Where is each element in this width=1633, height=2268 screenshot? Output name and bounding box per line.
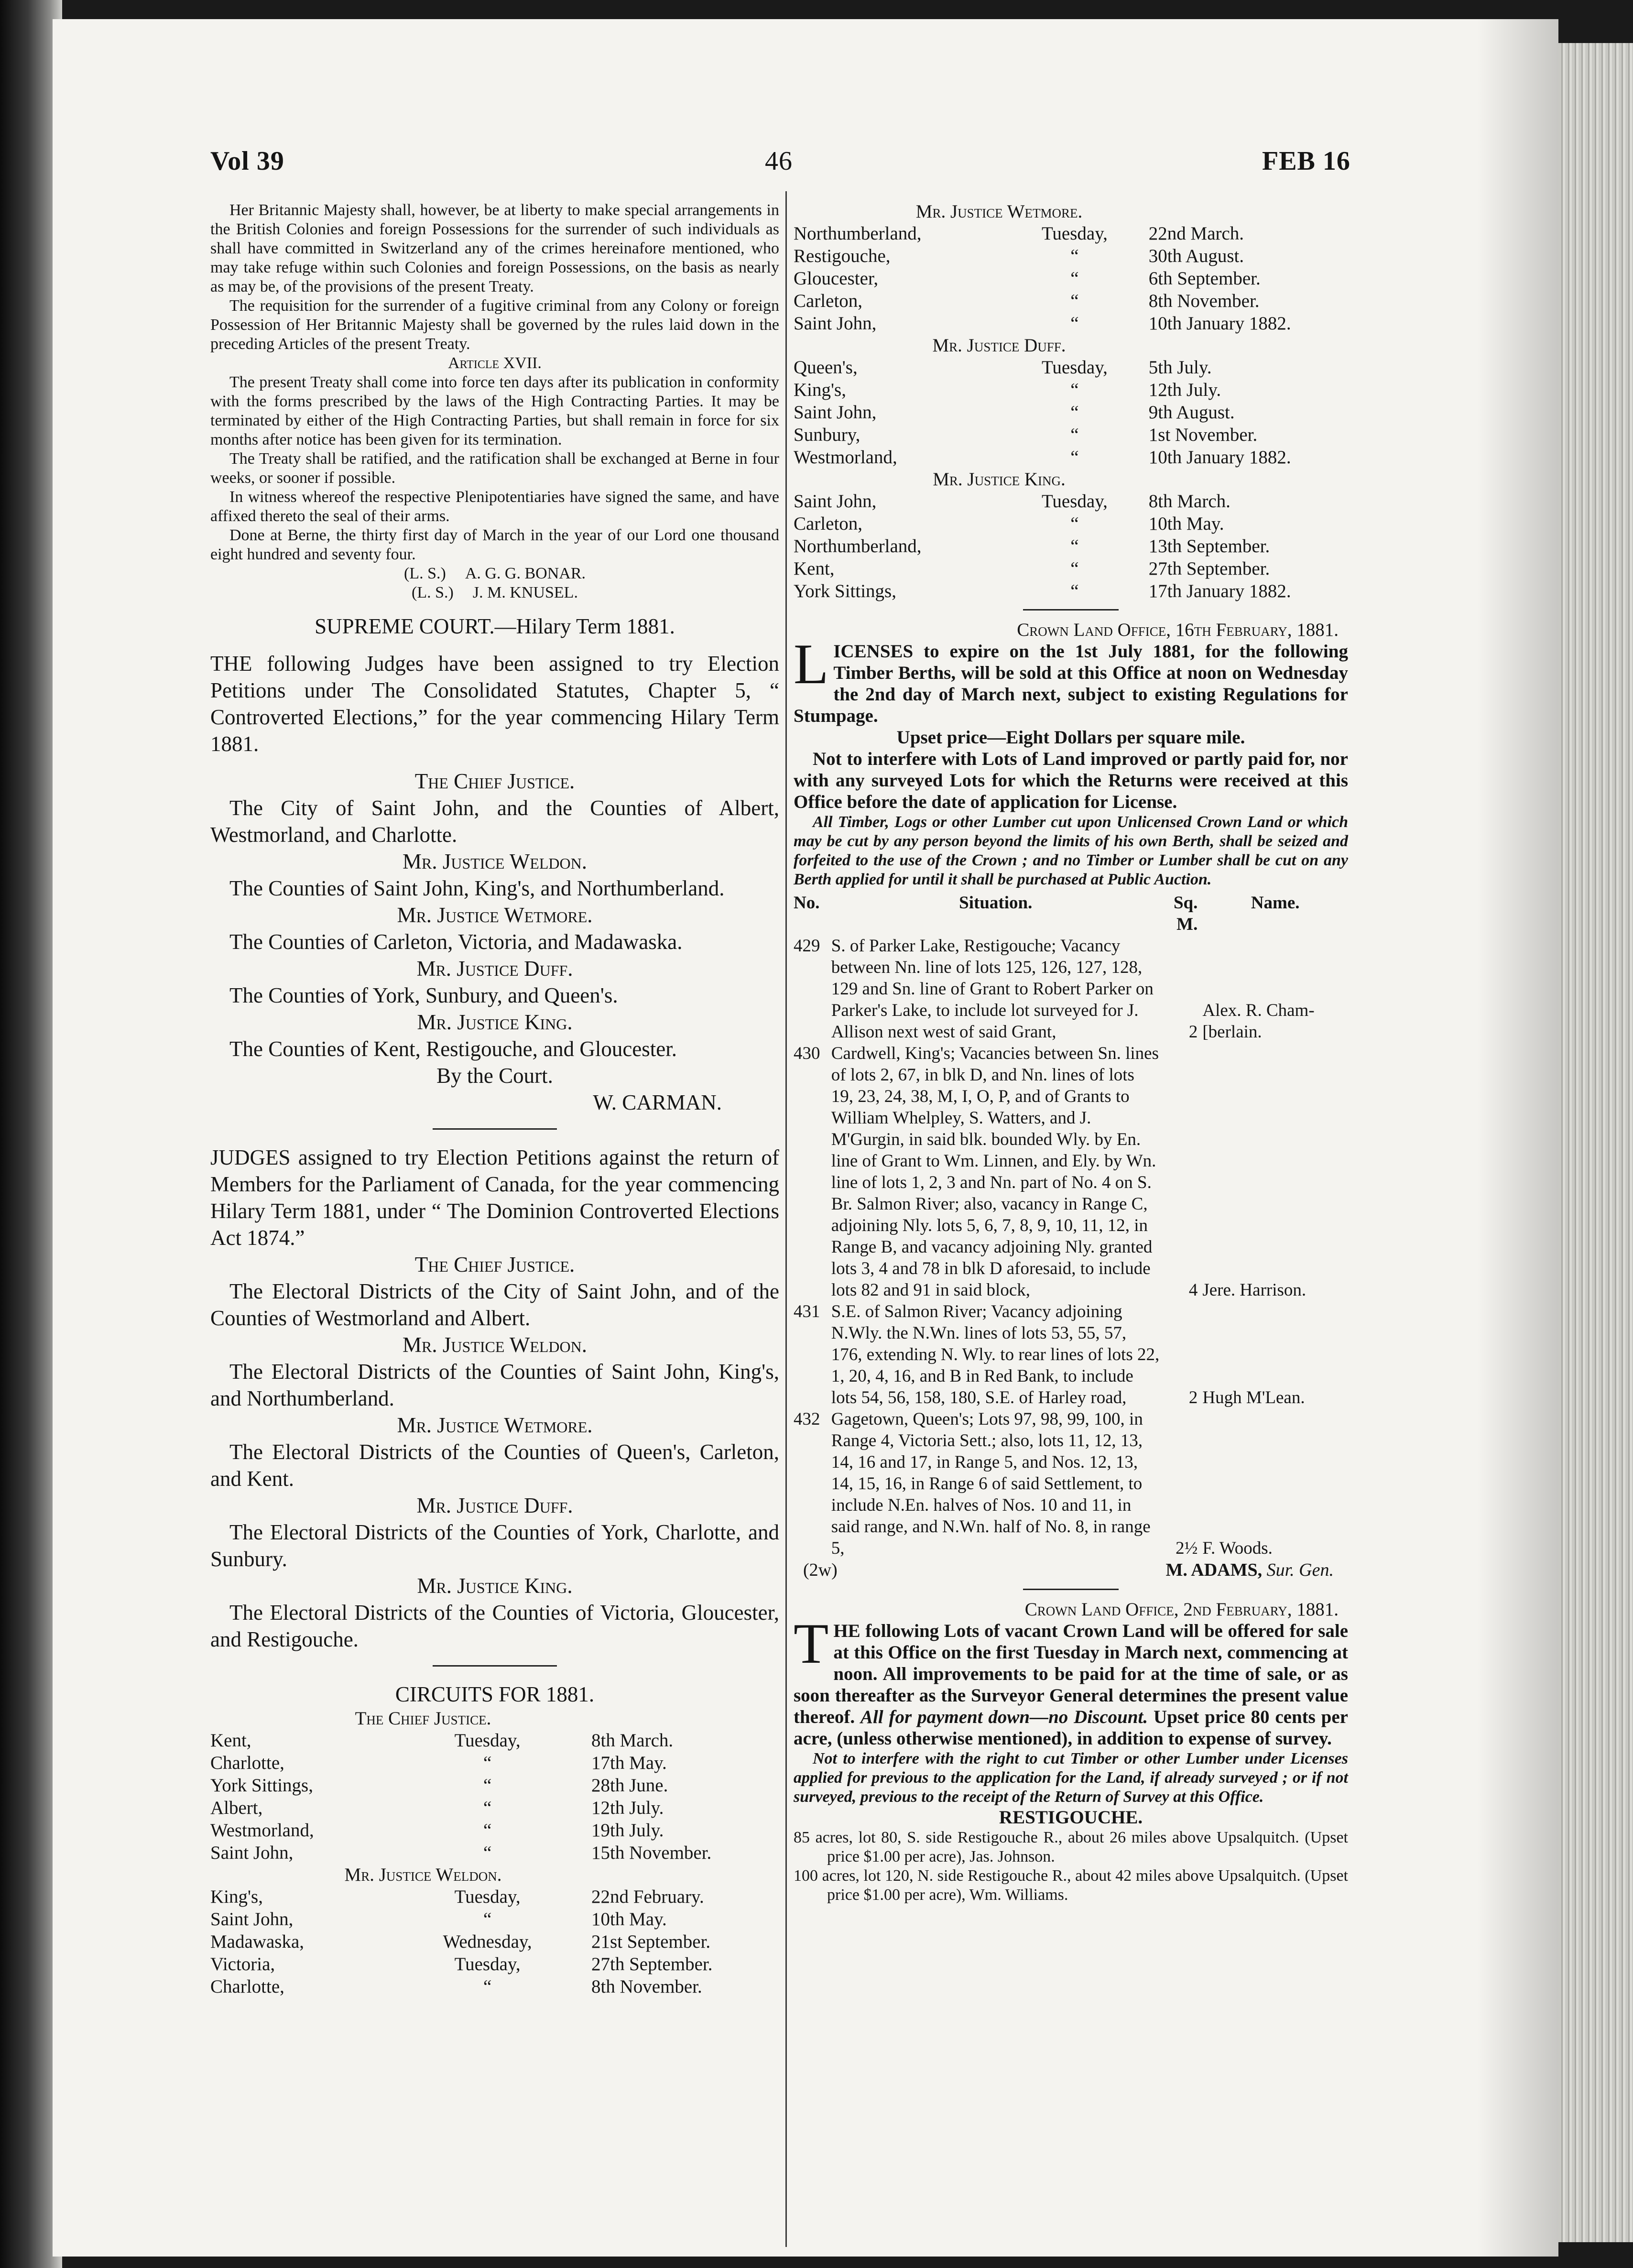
judge-heading: Mr. Justice Duff. [932, 335, 1066, 356]
upset-text: Upset price 80 cents per acre, (unless otherwise mentioned), in addition to expense of survey. [794, 1707, 1348, 1749]
col-header-no: No. [794, 893, 820, 913]
circuit-place: King's, [210, 1886, 263, 1907]
assignment-text: The Counties of Saint John, King's, and Northumberland. [229, 876, 725, 900]
berth-name: Hugh M'Lean. [1202, 1388, 1305, 1407]
circuit-place: York Sittings, [210, 1775, 313, 1796]
col-header-situation: Situation. [959, 893, 1033, 913]
circuit-row [794, 535, 1348, 557]
election-assignment [210, 955, 779, 1009]
circuit-table-duff [794, 356, 1348, 469]
circuit-day: “ [483, 1753, 492, 1773]
judge-heading: The Chief Justice. [414, 769, 575, 793]
judge-heading: The Chief Justice. [355, 1708, 491, 1729]
circuit-place: Madawaska, [210, 1931, 305, 1952]
circuit-row [210, 1797, 779, 1819]
judge-heading: Mr. Justice King. [417, 1010, 573, 1034]
judge-heading: Mr. Justice Weldon. [344, 1865, 502, 1885]
berth-sqm: 2 [1188, 1022, 1198, 1042]
circuit-row [794, 424, 1348, 446]
circuit-row [794, 580, 1348, 602]
dominion-intro: JUDGES assigned to try Election Petitions against the return of Members for the Parliament of Canada, for the year commencing Hilary Term 1881, under “ The Dominion Controverted Elections Act 1874.” [210, 1145, 779, 1250]
right-column [794, 201, 1348, 1905]
circuit-day: Tuesday, [454, 1886, 521, 1907]
page-gutter-shadow [1477, 19, 1558, 2257]
circuit-date: 8th March. [1148, 491, 1230, 512]
circuit-row [794, 557, 1348, 580]
circuit-place: Charlotte, [210, 1976, 284, 1997]
county-heading: RESTIGOUCHE. [999, 1807, 1143, 1828]
circuit-place: Victoria, [210, 1954, 275, 1974]
election-intro: THE following Judges have been assigned to try Election Petitions under The Consolidated Statutes, Chapter 5, “ Controverted Elections,” for the year commencing Hilary Term 1881. [210, 652, 779, 756]
circuit-day: “ [483, 1798, 492, 1818]
circuit-date: 28th June. [591, 1775, 668, 1796]
circuit-row [210, 1908, 779, 1930]
circuit-date: 8th March. [591, 1730, 674, 1751]
circuit-row [794, 490, 1348, 512]
treaty-paragraph: Her Britannic Majesty shall, however, be at liberty to make special arrangements in the British Colonies and foreign Possessions for the surrender of such individuals as shall have committed in Switzerland any of the crimes hereinafore mentioned, who may take refuge within such Colonies and foreign Possessions, on the basis as nearly as may be, of the provisions of the present Treaty. [210, 201, 779, 295]
page-number: 46 [765, 146, 793, 176]
circuit-day: “ [1070, 558, 1079, 579]
payment-terms: All for payment down—no Discount. [860, 1707, 1148, 1727]
upset-price: Upset price—Eight Dollars per square mile. [896, 727, 1245, 748]
dominion-assignment [210, 1572, 779, 1653]
berth-name: F. Woods. [1202, 1538, 1273, 1558]
circuit-row [210, 1819, 779, 1842]
section-rule [1023, 1589, 1119, 1590]
circuit-place: Gloucester, [794, 268, 879, 289]
berth-no: 430 [794, 1044, 820, 1063]
circuit-date: 12th July. [591, 1798, 664, 1818]
dominion-assignment [210, 1331, 779, 1412]
assignment-text: The Electoral Districts of the Counties of Saint John, King's, and Northumberland. [210, 1360, 779, 1410]
circuit-date: 8th November. [591, 1976, 702, 1997]
circuit-day: “ [483, 1843, 492, 1863]
circuit-place: Saint John, [210, 1909, 294, 1930]
circuit-day: “ [1070, 513, 1079, 534]
circuit-day: “ [1070, 291, 1079, 311]
circuit-row [210, 1930, 779, 1953]
assignment-text: The Electoral Districts of the Counties of Queen's, Carleton, and Kent. [210, 1440, 779, 1491]
circuit-date: 27th September. [1148, 558, 1270, 579]
page-edges [1558, 43, 1633, 2242]
land-sale-notice [794, 1612, 1348, 1749]
notice-lead-text: HE following Lots of vacant Crown Land will be offered for sale at this Office on the first Tuesday in March next, commencing at noon. All improvements to be paid for at the time of sale, or as soon thereafter as the Surveyor General determines the present value thereof. [794, 1621, 1348, 1727]
circuit-day: “ [1070, 380, 1079, 400]
section-rule [433, 1128, 557, 1130]
circuit-date: 10th May. [591, 1909, 667, 1930]
circuit-place: Charlotte, [210, 1753, 284, 1773]
signatory-name: M. ADAMS, [1165, 1560, 1263, 1580]
section-rule [1023, 609, 1119, 611]
berth-no: 429 [794, 936, 820, 956]
berth-no: 431 [794, 1302, 820, 1321]
assignment-text: The Counties of York, Sunbury, and Queen's. [229, 983, 618, 1007]
judge-heading: Mr. Justice Duff. [416, 1494, 573, 1517]
judge-heading: Mr. Justice Weldon. [403, 1333, 587, 1357]
berth-row [794, 935, 1348, 1043]
judge-heading: Mr. Justice King. [933, 469, 1066, 490]
timber-warning: All Timber, Logs or other Lumber cut upon Unlicensed Crown Land or which may be cut by any person beyond the limits of his own Berth, shall be seized and forfeited to the use of the Crown ; and no Timber or Lumber shall be cut on any Berth applied for until it shall be purchased at Public Auction. [794, 813, 1348, 888]
circuit-date: 21st September. [591, 1931, 711, 1952]
circuit-day: Tuesday, [1041, 223, 1108, 244]
notice-lead [794, 1612, 1348, 1749]
circuit-day: “ [1070, 581, 1079, 601]
circuits-heading: CIRCUITS FOR 1881. [395, 1682, 595, 1706]
circuit-date: 8th November. [1148, 291, 1260, 311]
notice-dateline: Crown Land Office, 2nd February, 1881. [1024, 1599, 1339, 1620]
circuit-day: “ [1070, 402, 1079, 423]
signature-line [210, 583, 779, 602]
circuit-date: 15th November. [591, 1843, 712, 1863]
circuit-date: 10th January 1882. [1148, 313, 1291, 334]
circuit-row [210, 1752, 779, 1774]
circuit-date: 9th August. [1148, 402, 1235, 423]
berth-name: Alex. R. Cham-[berlain. [1202, 1001, 1315, 1042]
berth-row [794, 1301, 1348, 1408]
circuit-day: “ [1070, 536, 1079, 556]
circuit-day: Tuesday, [454, 1954, 521, 1974]
left-column [210, 201, 779, 1998]
circuit-table-chief [210, 1729, 779, 1864]
assignment-text: The Counties of Carleton, Victoria, and Madawaska. [229, 930, 683, 954]
berth-name: Jere. Harrison. [1202, 1280, 1306, 1300]
circuit-date: 10th January 1882. [1148, 447, 1291, 468]
berth-situation: Gagetown, Queen's; Lots 97, 98, 99, 100, in Range 4, Victoria Sett.; also, lots 11, 12, 13, 14, 16 and 17, in Range 5, and Nos. 12, 13, 14, 15, 16, in Range 6 of said Settlement, to include N.En. halves of Nos. 10 and 11, in said range, and N.Wn. half of No. 8, in range 5, [831, 1409, 1151, 1558]
berth-row [794, 1408, 1348, 1559]
circuit-table-king [794, 490, 1348, 602]
election-assignment [210, 902, 779, 955]
circuit-place: Kent, [794, 558, 835, 579]
timber-rights-note: Not to interfere with the right to cut Timber or other Lumber under Licenses applied for previous to the application for the Land, if already surveyed ; or if not surveyed, previous to the receipt of the Return of Survey at this Office. [794, 1750, 1348, 1806]
circuit-day: Tuesday, [1041, 357, 1108, 378]
notice-signature-line [794, 1559, 1348, 1581]
circuit-row [794, 312, 1348, 335]
volume-label: Vol 39 [210, 146, 284, 176]
circuit-row [210, 1729, 779, 1752]
circuit-day: “ [1070, 447, 1079, 468]
judge-heading: The Chief Justice. [414, 1253, 575, 1276]
signature-line [210, 564, 779, 583]
not-interfere-text: Not to interfere with Lots of Land improved or partly paid for, nor with any surveyed Lots for which the Returns were received at this Office before the date of application for License. [794, 749, 1348, 812]
circuit-day: Tuesday, [1041, 491, 1108, 512]
article-heading: Article XVII. [448, 354, 542, 372]
assignment-text: The City of Saint John, and the Counties of Albert, Westmorland, and Charlotte. [210, 796, 779, 847]
circuit-row [794, 379, 1348, 401]
circuit-place: Sunbury, [794, 425, 860, 445]
circuit-row [794, 245, 1348, 267]
berth-row [794, 1043, 1348, 1301]
circuit-day: “ [1070, 246, 1079, 266]
treaty-paragraph: The requisition for the surrender of a fugitive criminal from any Colony or foreign Possession of Her Britannic Majesty shall be governed by the rules laid down in the preceding Articles of the present Treaty. [210, 297, 779, 353]
circuit-place: York Sittings, [794, 581, 896, 601]
judge-heading: Mr. Justice Wetmore. [397, 1413, 593, 1437]
circuit-date: 19th July. [591, 1820, 664, 1841]
assignment-text: The Electoral Districts of the Counties of York, Charlotte, and Sunbury. [210, 1520, 779, 1571]
signatory-name: A. G. G. BONAR. [465, 565, 586, 582]
judge-heading: Mr. Justice King. [417, 1574, 573, 1598]
circuit-place: Restigouche, [794, 246, 891, 266]
circuit-date: 17th May. [591, 1753, 667, 1773]
dominion-assignment [210, 1251, 779, 1331]
election-assignment [210, 768, 779, 848]
berth-no: 432 [794, 1409, 820, 1429]
berth-situation: S.E. of Salmon River; Vacancy adjoining N.Wly. the N.Wn. lines of lots 53, 55, 57, 176, extending N. Wly. to rear lines of lots 22, 1, 20, 4, 16, and B in Red Bank, to include lots 54, 56, 158, 180, S.E. of Harley road, [831, 1302, 1160, 1407]
assignment-text: The Counties of Kent, Restigouche, and Gloucester. [229, 1037, 677, 1061]
circuit-date: 1st November. [1148, 425, 1258, 445]
judge-heading: Mr. Justice Weldon. [403, 850, 587, 873]
col-header-name: Name. [1251, 893, 1300, 913]
article-paragraph: The Treaty shall be ratified, and the ratification shall be exchanged at Berne in four weeks, or sooner if possible. [210, 450, 779, 487]
lot-entry: 85 acres, lot 80, S. side Restigouche R., about 26 miles above Upsalquitch. (Upset price $1.00 per acre), Jas. Johnson. [794, 1829, 1348, 1865]
circuit-date: 22nd March. [1148, 223, 1244, 244]
circuit-date: 10th May. [1148, 513, 1224, 534]
insertion-mark: (2w) [803, 1560, 838, 1580]
berth-table-header [794, 892, 1348, 935]
circuit-day: Tuesday, [454, 1730, 521, 1751]
circuit-row [210, 1953, 779, 1975]
circuit-date: 22nd February. [591, 1886, 704, 1907]
assignment-text: The Electoral Districts of the Counties of Victoria, Gloucester, and Restigouche. [210, 1601, 779, 1651]
circuit-row [794, 512, 1348, 535]
article-paragraph: Done at Berne, the thirty first day of March in the year of our Lord one thousand eight hundred and seventy four. [210, 526, 779, 563]
circuit-day: “ [1070, 313, 1079, 334]
by-the-court: By the Court. [436, 1064, 553, 1088]
circuit-place: Queen's, [794, 357, 858, 378]
circuit-row [210, 1886, 779, 1908]
circuit-place: Carleton, [794, 513, 863, 534]
circuit-place: Westmorland, [794, 447, 897, 468]
seal-mark: (L. S.) [412, 584, 454, 601]
judge-heading: Mr. Justice Wetmore. [915, 201, 1083, 222]
col-header-sqm: Sq. M. [1173, 893, 1198, 934]
assignment-text: The Electoral Districts of the City of Saint John, and of the Counties of Westmorland and Albert. [210, 1279, 779, 1330]
license-notice [794, 632, 1348, 727]
circuit-row [210, 1975, 779, 1998]
circuit-place: Westmorland, [210, 1820, 314, 1841]
circuit-day: Wednesday, [443, 1931, 532, 1952]
judge-heading: Mr. Justice Wetmore. [397, 903, 593, 927]
dominion-assignment [210, 1412, 779, 1492]
circuit-date: 13th September. [1148, 536, 1270, 556]
circuit-place: Albert, [210, 1798, 263, 1818]
circuit-day: “ [1070, 425, 1079, 445]
circuit-row [794, 356, 1348, 379]
circuit-day: “ [483, 1775, 492, 1796]
notice-dateline: Crown Land Office, 16th February, 1881. [1017, 620, 1339, 640]
circuit-place: Saint John, [794, 402, 877, 423]
circuit-row [794, 290, 1348, 312]
circuit-date: 6th September. [1148, 268, 1261, 289]
circuit-date: 30th August. [1148, 246, 1244, 266]
section-rule [433, 1665, 557, 1667]
berth-situation: S. of Parker Lake, Restigouche; Vacancy between Nn. line of lots 125, 126, 127, 128, 129 and Sn. line of Grant to Robert Parker on Parker's Lake, to include lot surveyed for J. Allison next west of said Grant, [831, 936, 1154, 1042]
circuit-place: Saint John, [210, 1843, 294, 1863]
circuit-date: 12th July. [1148, 380, 1221, 400]
circuit-row [794, 446, 1348, 469]
dominion-assignment [210, 1492, 779, 1572]
notice-lead: ICENSES to expire on the 1st July 1881, for the following Timber Berths, will be sold at this Office at noon on Wednesday the 2nd day of March next, subject to existing Regulations for Stumpage. [794, 641, 1348, 726]
circuit-place: Kent, [210, 1730, 251, 1751]
circuit-day: “ [483, 1976, 492, 1997]
column-rule [785, 191, 787, 2247]
circuit-date: 27th September. [591, 1954, 713, 1974]
signatory-title: Sur. Gen. [1266, 1560, 1334, 1580]
circuit-row [794, 267, 1348, 290]
circuit-place: Saint John, [794, 491, 877, 512]
lot-entry: 100 acres, lot 120, N. side Restigouche R., about 42 miles above Upsalquitch. (Upset price $1.00 per acre), Wm. Williams. [794, 1867, 1348, 1904]
article-paragraph: In witness whereof the respective Plenipotentiaries have signed the same, and have affixed thereto the seal of their arms. [210, 488, 779, 525]
signatory-name: J. M. KNUSEL. [472, 584, 578, 601]
circuit-place: King's, [794, 380, 846, 400]
berth-sqm: 4 [1188, 1280, 1198, 1300]
issue-date: FEB 16 [1262, 146, 1350, 176]
circuit-row [210, 1842, 779, 1864]
supreme-court-heading: SUPREME COURT.—Hilary Term 1881. [315, 614, 675, 638]
drop-cap: L [794, 632, 829, 696]
circuit-place: Saint John, [794, 313, 877, 334]
circuit-row [794, 401, 1348, 424]
judge-heading: Mr. Justice Duff. [416, 957, 573, 981]
election-assignment [210, 1009, 779, 1062]
circuit-date: 5th July. [1148, 357, 1212, 378]
circuit-day: “ [483, 1909, 492, 1930]
circuit-day: “ [1070, 268, 1079, 289]
seal-mark: (L. S.) [403, 565, 446, 582]
berth-sqm: 2½ [1176, 1538, 1198, 1558]
berth-situation: Cardwell, King's; Vacancies between Sn. lines of lots 2, 67, in blk D, and Nn. lines of lots 19, 23, 24, 38, M, I, O, P, and of Grants to William Whelpley, S. Watters, and J. M'Gurgin, in said blk. bounded Wly. by En. line of Grant to Wm. Linnen, and Ely. by Wn. line of lots 1, 2, 3 and Nn. part of No. 4 on S. Br. Salmon River; also, vacancy in Range C, adjoining Nly. lots 5, 6, 7, 8, 9, 10, 11, 12, in Range B, and vacancy adjoining Nly. granted lots 3, 4 and 78 in blk D aforesaid, to include lots 82 and 91 in said block, [831, 1044, 1159, 1300]
circuit-date: 17th January 1882. [1148, 581, 1291, 601]
circuit-row [794, 222, 1348, 245]
circuit-table-wetmore [794, 222, 1348, 335]
circuit-place: Carleton, [794, 291, 863, 311]
berth-sqm: 2 [1188, 1388, 1198, 1407]
circuit-row [210, 1774, 779, 1797]
circuit-place: Northumberland, [794, 536, 922, 556]
court-signature: W. CARMAN. [593, 1090, 722, 1114]
notice-signature [1166, 1559, 1334, 1581]
article-paragraph: The present Treaty shall come into force ten days after its publication in conformity with the forms prescribed by the laws of the High Contracting Parties. It may be terminated by either of the High Contracting Parties, but shall remain in force for six months after notice has been given for its termination. [210, 373, 779, 448]
circuit-place: Northumberland, [794, 223, 922, 244]
drop-cap: T [794, 1612, 829, 1675]
circuit-day: “ [483, 1820, 492, 1841]
circuit-table-weldon [210, 1886, 779, 1998]
election-assignment [210, 848, 779, 902]
